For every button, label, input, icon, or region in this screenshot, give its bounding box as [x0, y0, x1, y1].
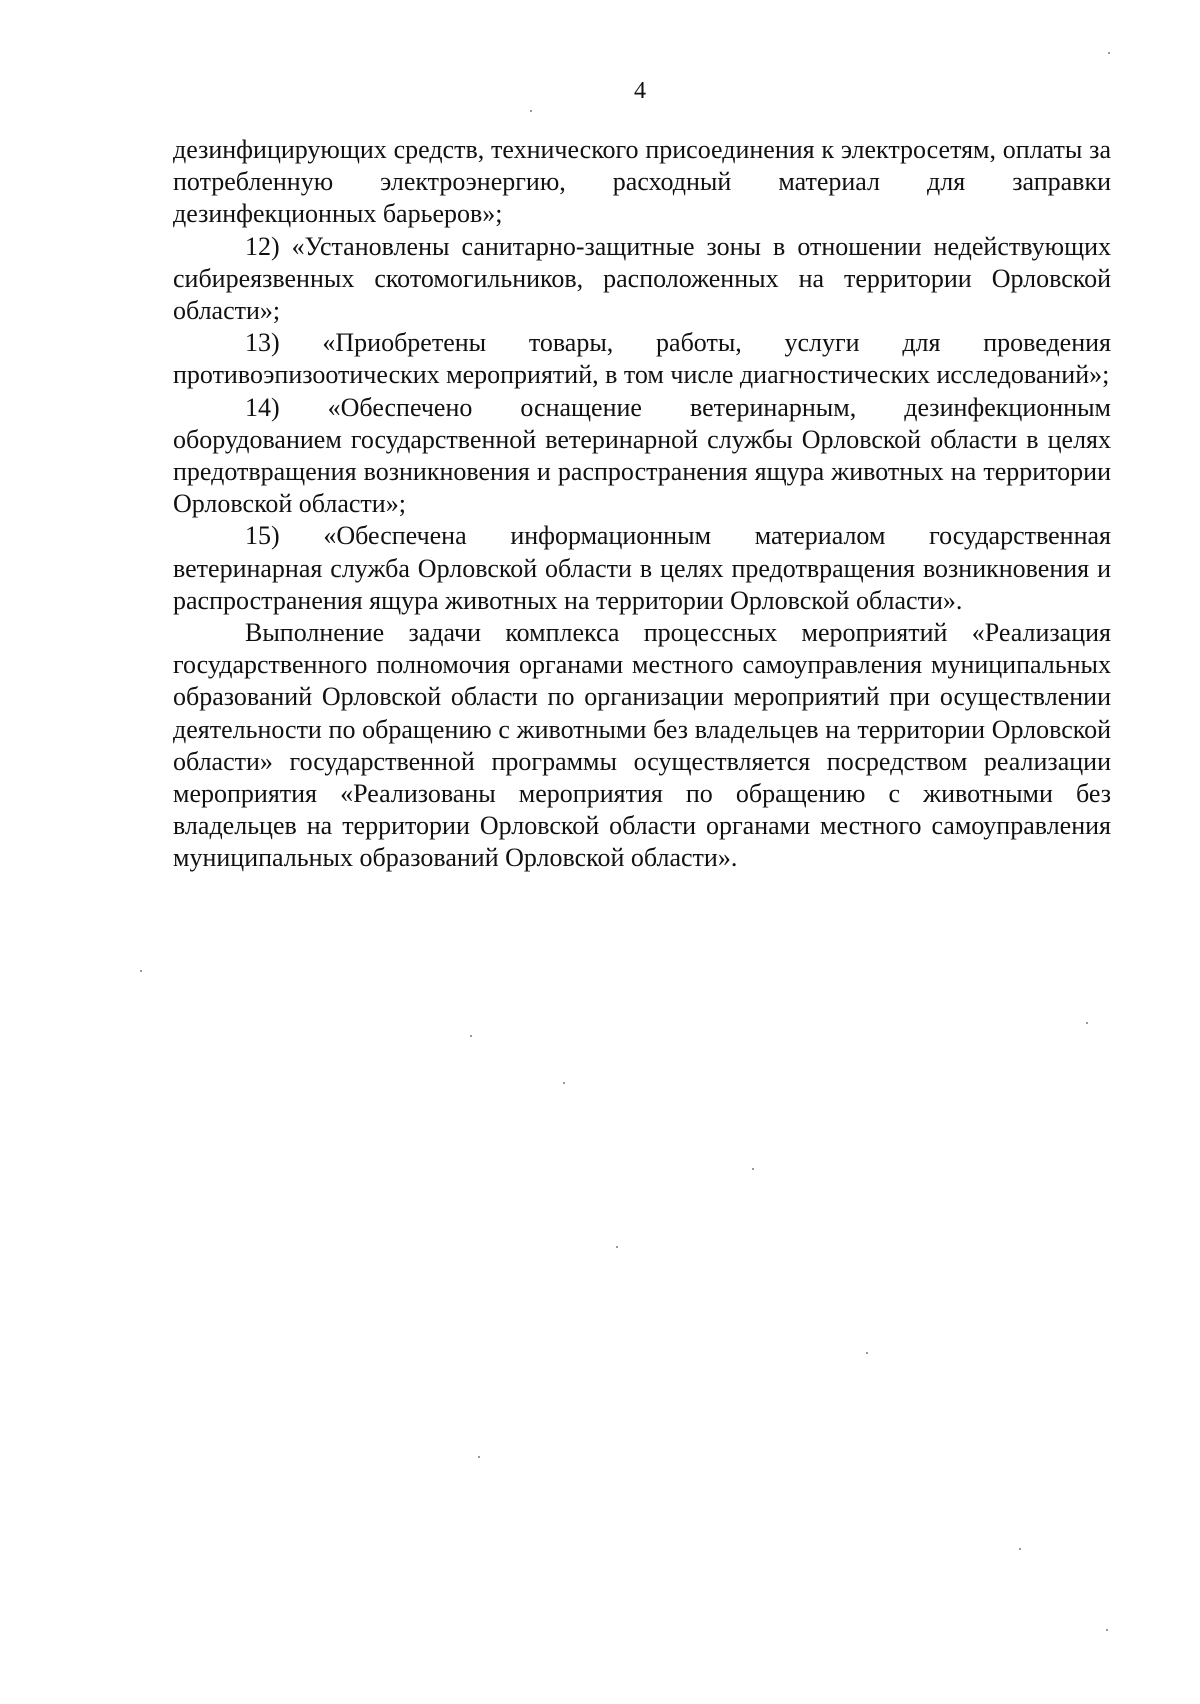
document-body [173, 134, 1111, 875]
paragraph-continuation: дезинфицирующих средств, технического присоединения к электросетям, оплаты за потребленную электроэнергию, расходный материал для заправки дезинфекционных барьеров»; [173, 135, 1111, 229]
list-item-12: 12) «Установлены санитарно-защитные зоны в отношении недействующих сибиреязвенных скотомогильников, расположенных на территории Орловской области»; [173, 231, 1111, 326]
page-number: 4 [634, 78, 646, 104]
list-item-14: 14) «Обеспечено оснащение ветеринарным, дезинфекционным оборудованием государственной ветеринарной службы Орловской области в целях предотвращения возникновения и распространения ящура животных на территории Орловской области»; [173, 392, 1111, 519]
list-item-13: 13) «Приобретены товары, работы, услуги для проведения противоэпизоотических мероприятий, в том числе диагностических исследований»; [173, 328, 1111, 390]
list-item-15: 15) «Обеспечена информационным материалом государственная ветеринарная служба Орловской области в целях предотвращения возникновения и распространения ящура животных на территории Орловской области». [173, 521, 1111, 615]
task-paragraph: Выполнение задачи комплекса процессных мероприятий «Реализация государственного полномочия органами местного самоуправления муниципальных образований Орловской области по организации мероприятий при осуществлении деятельности по обращению с животными без владельцев на территории Орловской области» государственной программы осуществляется посредством реализации мероприятия «Реализованы мероприятия по обращению с животными без владельцев на территории Орловской области органами местного самоуправления муниципальных образований Орловской области». [173, 618, 1111, 873]
